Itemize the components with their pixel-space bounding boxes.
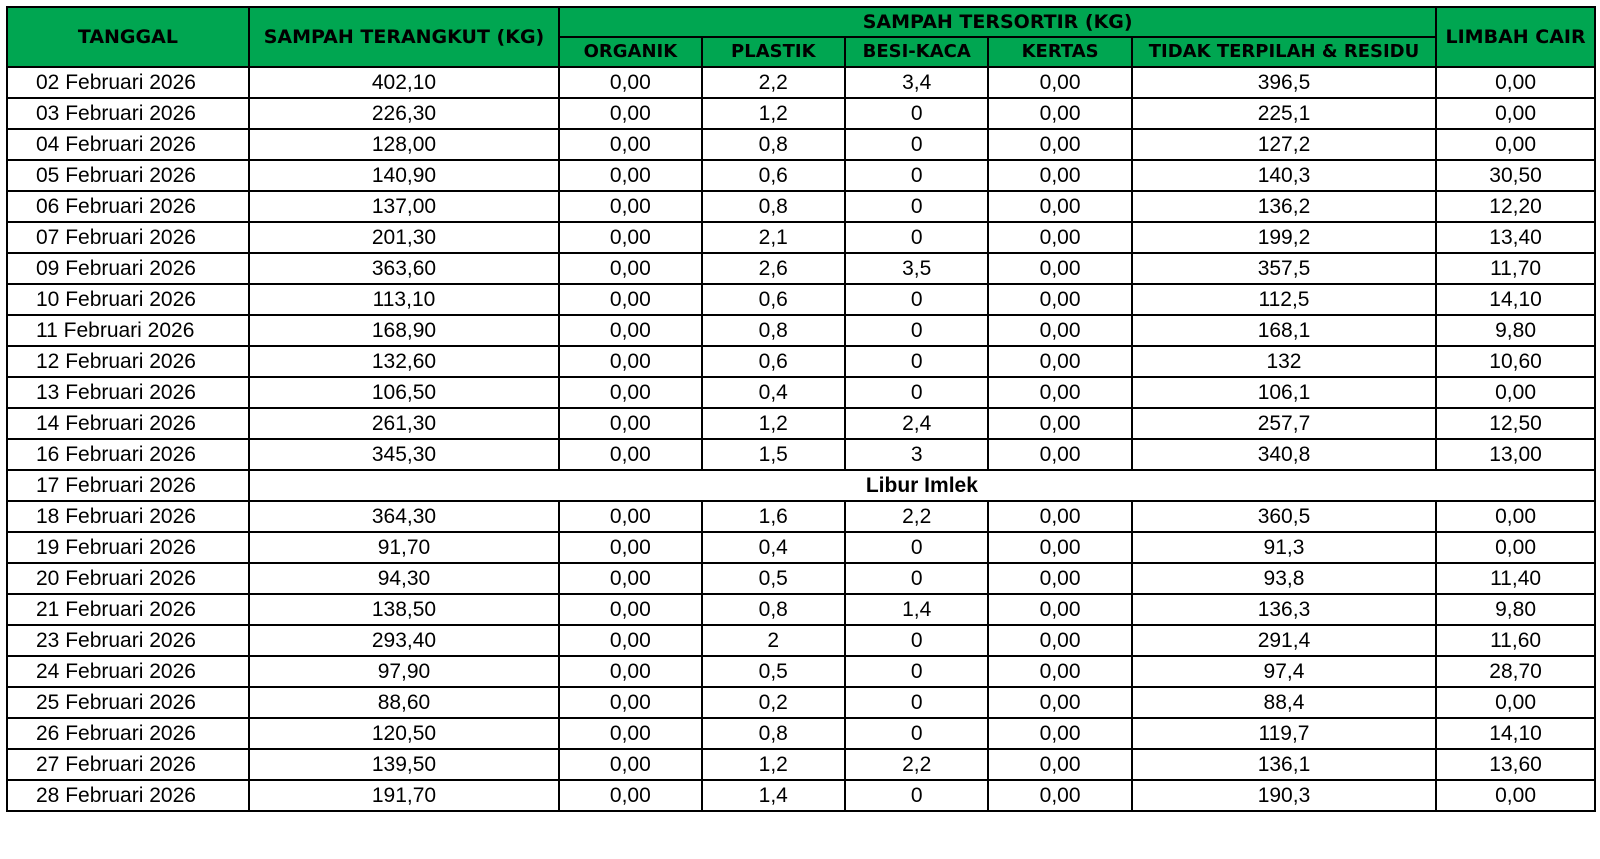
cell-organik: 0,00	[559, 191, 701, 222]
cell-tanggal: 02 Februari 2026	[7, 67, 249, 98]
cell-terangkut: 363,60	[249, 253, 559, 284]
cell-organik: 0,00	[559, 656, 701, 687]
cell-kertas: 0,00	[988, 315, 1131, 346]
cell-terangkut: 120,50	[249, 718, 559, 749]
cell-besi-kaca: 0	[845, 346, 988, 377]
cell-terangkut: 106,50	[249, 377, 559, 408]
cell-plastik: 0,4	[702, 532, 845, 563]
cell-plastik: 2,2	[702, 67, 845, 98]
cell-terangkut: 91,70	[249, 532, 559, 563]
table-row	[7, 439, 1595, 470]
cell-besi-kaca: 0	[845, 160, 988, 191]
cell-plastik: 0,5	[702, 656, 845, 687]
cell-limbah-cair: 13,40	[1436, 222, 1595, 253]
cell-kertas: 0,00	[988, 191, 1131, 222]
cell-residu: 340,8	[1132, 439, 1436, 470]
table-row	[7, 594, 1595, 625]
cell-tanggal: 10 Februari 2026	[7, 284, 249, 315]
cell-besi-kaca: 3,5	[845, 253, 988, 284]
cell-kertas: 0,00	[988, 687, 1131, 718]
cell-besi-kaca: 0	[845, 315, 988, 346]
table-body	[7, 67, 1595, 811]
cell-residu: 88,4	[1132, 687, 1436, 718]
cell-organik: 0,00	[559, 67, 701, 98]
table-row	[7, 315, 1595, 346]
cell-plastik: 0,6	[702, 346, 845, 377]
waste-report-table	[6, 6, 1596, 812]
table-row	[7, 67, 1595, 98]
cell-limbah-cair: 0,00	[1436, 377, 1595, 408]
cell-tanggal: 16 Februari 2026	[7, 439, 249, 470]
cell-residu: 91,3	[1132, 532, 1436, 563]
table-row	[7, 284, 1595, 315]
cell-kertas: 0,00	[988, 718, 1131, 749]
cell-tanggal: 24 Februari 2026	[7, 656, 249, 687]
cell-residu: 93,8	[1132, 563, 1436, 594]
cell-terangkut: 364,30	[249, 501, 559, 532]
cell-kertas: 0,00	[988, 253, 1131, 284]
cell-terangkut: 293,40	[249, 625, 559, 656]
cell-kertas: 0,00	[988, 408, 1131, 439]
cell-terangkut: 88,60	[249, 687, 559, 718]
table-row	[7, 687, 1595, 718]
cell-tanggal: 14 Februari 2026	[7, 408, 249, 439]
cell-terangkut: 226,30	[249, 98, 559, 129]
cell-tanggal: 23 Februari 2026	[7, 625, 249, 656]
cell-kertas: 0,00	[988, 377, 1131, 408]
cell-organik: 0,00	[559, 501, 701, 532]
cell-plastik: 0,8	[702, 129, 845, 160]
cell-kertas: 0,00	[988, 625, 1131, 656]
cell-organik: 0,00	[559, 532, 701, 563]
table-row	[7, 129, 1595, 160]
cell-plastik: 0,2	[702, 687, 845, 718]
cell-besi-kaca: 0	[845, 284, 988, 315]
cell-organik: 0,00	[559, 594, 701, 625]
cell-limbah-cair: 0,00	[1436, 687, 1595, 718]
cell-organik: 0,00	[559, 687, 701, 718]
cell-tanggal: 04 Februari 2026	[7, 129, 249, 160]
table-row	[7, 656, 1595, 687]
cell-plastik: 1,4	[702, 780, 845, 811]
cell-terangkut: 140,90	[249, 160, 559, 191]
cell-besi-kaca: 3,4	[845, 67, 988, 98]
cell-tanggal: 21 Februari 2026	[7, 594, 249, 625]
cell-plastik: 1,6	[702, 501, 845, 532]
cell-besi-kaca: 0	[845, 377, 988, 408]
cell-organik: 0,00	[559, 129, 701, 160]
cell-limbah-cair: 28,70	[1436, 656, 1595, 687]
cell-terangkut: 132,60	[249, 346, 559, 377]
cell-tanggal: 12 Februari 2026	[7, 346, 249, 377]
cell-terangkut: 191,70	[249, 780, 559, 811]
cell-organik: 0,00	[559, 284, 701, 315]
table-row	[7, 470, 1595, 501]
cell-tanggal: 25 Februari 2026	[7, 687, 249, 718]
cell-holiday-note: Libur Imlek	[249, 470, 1595, 501]
cell-organik: 0,00	[559, 563, 701, 594]
cell-besi-kaca: 0	[845, 625, 988, 656]
table-row	[7, 780, 1595, 811]
table-row	[7, 563, 1595, 594]
cell-organik: 0,00	[559, 439, 701, 470]
cell-plastik: 2	[702, 625, 845, 656]
cell-besi-kaca: 0	[845, 718, 988, 749]
cell-kertas: 0,00	[988, 160, 1131, 191]
cell-plastik: 0,6	[702, 160, 845, 191]
cell-limbah-cair: 11,60	[1436, 625, 1595, 656]
cell-organik: 0,00	[559, 625, 701, 656]
header-organik: ORGANIK	[559, 37, 701, 67]
cell-residu: 225,1	[1132, 98, 1436, 129]
table-row	[7, 253, 1595, 284]
cell-kertas: 0,00	[988, 594, 1131, 625]
cell-organik: 0,00	[559, 408, 701, 439]
cell-limbah-cair: 0,00	[1436, 98, 1595, 129]
header-sampah-tersortir: SAMPAH TERSORTIR (KG)	[559, 7, 1436, 37]
header-limbah-cair: LIMBAH CAIR	[1436, 7, 1595, 67]
cell-kertas: 0,00	[988, 501, 1131, 532]
cell-limbah-cair: 0,00	[1436, 129, 1595, 160]
header-besi-kaca: BESI-KACA	[845, 37, 988, 67]
cell-organik: 0,00	[559, 253, 701, 284]
cell-plastik: 1,2	[702, 98, 845, 129]
cell-residu: 396,5	[1132, 67, 1436, 98]
table-row	[7, 160, 1595, 191]
table-row	[7, 191, 1595, 222]
cell-kertas: 0,00	[988, 563, 1131, 594]
header-tanggal: TANGGAL	[7, 7, 249, 67]
cell-terangkut: 201,30	[249, 222, 559, 253]
cell-plastik: 0,6	[702, 284, 845, 315]
cell-limbah-cair: 11,40	[1436, 563, 1595, 594]
header-plastik: PLASTIK	[702, 37, 845, 67]
cell-limbah-cair: 0,00	[1436, 532, 1595, 563]
table-row	[7, 532, 1595, 563]
cell-kertas: 0,00	[988, 222, 1131, 253]
cell-plastik: 2,6	[702, 253, 845, 284]
cell-residu: 357,5	[1132, 253, 1436, 284]
cell-residu: 127,2	[1132, 129, 1436, 160]
header-tidak-terpilah-residu: TIDAK TERPILAH & RESIDU	[1132, 37, 1436, 67]
cell-besi-kaca: 2,2	[845, 501, 988, 532]
cell-organik: 0,00	[559, 346, 701, 377]
cell-limbah-cair: 12,20	[1436, 191, 1595, 222]
cell-residu: 199,2	[1132, 222, 1436, 253]
cell-limbah-cair: 30,50	[1436, 160, 1595, 191]
cell-plastik: 0,5	[702, 563, 845, 594]
cell-terangkut: 168,90	[249, 315, 559, 346]
table-row	[7, 749, 1595, 780]
cell-kertas: 0,00	[988, 656, 1131, 687]
cell-besi-kaca: 0	[845, 98, 988, 129]
cell-residu: 136,1	[1132, 749, 1436, 780]
table-row	[7, 625, 1595, 656]
table-row	[7, 98, 1595, 129]
cell-terangkut: 345,30	[249, 439, 559, 470]
cell-plastik: 0,8	[702, 315, 845, 346]
cell-tanggal: 28 Februari 2026	[7, 780, 249, 811]
cell-tanggal: 06 Februari 2026	[7, 191, 249, 222]
cell-limbah-cair: 9,80	[1436, 315, 1595, 346]
cell-besi-kaca: 2,4	[845, 408, 988, 439]
cell-terangkut: 113,10	[249, 284, 559, 315]
cell-tanggal: 03 Februari 2026	[7, 98, 249, 129]
cell-plastik: 2,1	[702, 222, 845, 253]
cell-organik: 0,00	[559, 222, 701, 253]
cell-limbah-cair: 13,00	[1436, 439, 1595, 470]
cell-plastik: 0,8	[702, 718, 845, 749]
cell-residu: 136,3	[1132, 594, 1436, 625]
cell-residu: 112,5	[1132, 284, 1436, 315]
cell-limbah-cair: 12,50	[1436, 408, 1595, 439]
cell-terangkut: 94,30	[249, 563, 559, 594]
cell-besi-kaca: 0	[845, 780, 988, 811]
cell-limbah-cair: 14,10	[1436, 718, 1595, 749]
table-row	[7, 346, 1595, 377]
cell-besi-kaca: 3	[845, 439, 988, 470]
cell-organik: 0,00	[559, 98, 701, 129]
table-row	[7, 501, 1595, 532]
table-row	[7, 408, 1595, 439]
cell-tanggal: 09 Februari 2026	[7, 253, 249, 284]
cell-organik: 0,00	[559, 377, 701, 408]
cell-besi-kaca: 0	[845, 222, 988, 253]
cell-plastik: 1,5	[702, 439, 845, 470]
cell-besi-kaca: 0	[845, 532, 988, 563]
cell-limbah-cair: 0,00	[1436, 501, 1595, 532]
cell-residu: 360,5	[1132, 501, 1436, 532]
cell-plastik: 0,8	[702, 191, 845, 222]
cell-tanggal: 19 Februari 2026	[7, 532, 249, 563]
cell-residu: 291,4	[1132, 625, 1436, 656]
cell-terangkut: 138,50	[249, 594, 559, 625]
cell-plastik: 1,2	[702, 408, 845, 439]
cell-besi-kaca: 0	[845, 656, 988, 687]
cell-terangkut: 139,50	[249, 749, 559, 780]
cell-tanggal: 20 Februari 2026	[7, 563, 249, 594]
cell-organik: 0,00	[559, 315, 701, 346]
cell-limbah-cair: 10,60	[1436, 346, 1595, 377]
cell-tanggal: 27 Februari 2026	[7, 749, 249, 780]
cell-kertas: 0,00	[988, 346, 1131, 377]
header-sampah-terangkut: SAMPAH TERANGKUT (KG)	[249, 7, 559, 67]
cell-besi-kaca: 1,4	[845, 594, 988, 625]
cell-kertas: 0,00	[988, 532, 1131, 563]
cell-residu: 106,1	[1132, 377, 1436, 408]
cell-kertas: 0,00	[988, 780, 1131, 811]
cell-residu: 136,2	[1132, 191, 1436, 222]
cell-terangkut: 97,90	[249, 656, 559, 687]
cell-tanggal: 26 Februari 2026	[7, 718, 249, 749]
cell-limbah-cair: 11,70	[1436, 253, 1595, 284]
cell-besi-kaca: 0	[845, 687, 988, 718]
cell-tanggal: 05 Februari 2026	[7, 160, 249, 191]
cell-terangkut: 137,00	[249, 191, 559, 222]
cell-organik: 0,00	[559, 749, 701, 780]
cell-plastik: 1,2	[702, 749, 845, 780]
cell-limbah-cair: 14,10	[1436, 284, 1595, 315]
cell-kertas: 0,00	[988, 439, 1131, 470]
cell-kertas: 0,00	[988, 98, 1131, 129]
cell-kertas: 0,00	[988, 749, 1131, 780]
cell-limbah-cair: 13,60	[1436, 749, 1595, 780]
cell-besi-kaca: 0	[845, 129, 988, 160]
table-row	[7, 718, 1595, 749]
cell-organik: 0,00	[559, 780, 701, 811]
cell-organik: 0,00	[559, 718, 701, 749]
cell-terangkut: 261,30	[249, 408, 559, 439]
cell-plastik: 0,8	[702, 594, 845, 625]
table-row	[7, 222, 1595, 253]
cell-besi-kaca: 0	[845, 563, 988, 594]
cell-tanggal: 11 Februari 2026	[7, 315, 249, 346]
cell-terangkut: 402,10	[249, 67, 559, 98]
cell-residu: 132	[1132, 346, 1436, 377]
cell-terangkut: 128,00	[249, 129, 559, 160]
cell-residu: 168,1	[1132, 315, 1436, 346]
cell-limbah-cair: 0,00	[1436, 67, 1595, 98]
cell-limbah-cair: 0,00	[1436, 780, 1595, 811]
cell-tanggal: 07 Februari 2026	[7, 222, 249, 253]
table-row	[7, 377, 1595, 408]
cell-tanggal: 17 Februari 2026	[7, 470, 249, 501]
cell-residu: 97,4	[1132, 656, 1436, 687]
cell-residu: 119,7	[1132, 718, 1436, 749]
cell-kertas: 0,00	[988, 284, 1131, 315]
cell-tanggal: 18 Februari 2026	[7, 501, 249, 532]
cell-organik: 0,00	[559, 160, 701, 191]
cell-limbah-cair: 9,80	[1436, 594, 1595, 625]
cell-kertas: 0,00	[988, 67, 1131, 98]
cell-residu: 140,3	[1132, 160, 1436, 191]
cell-residu: 190,3	[1132, 780, 1436, 811]
cell-plastik: 0,4	[702, 377, 845, 408]
cell-kertas: 0,00	[988, 129, 1131, 160]
header-kertas: KERTAS	[988, 37, 1131, 67]
cell-besi-kaca: 0	[845, 191, 988, 222]
cell-residu: 257,7	[1132, 408, 1436, 439]
cell-besi-kaca: 2,2	[845, 749, 988, 780]
cell-tanggal: 13 Februari 2026	[7, 377, 249, 408]
